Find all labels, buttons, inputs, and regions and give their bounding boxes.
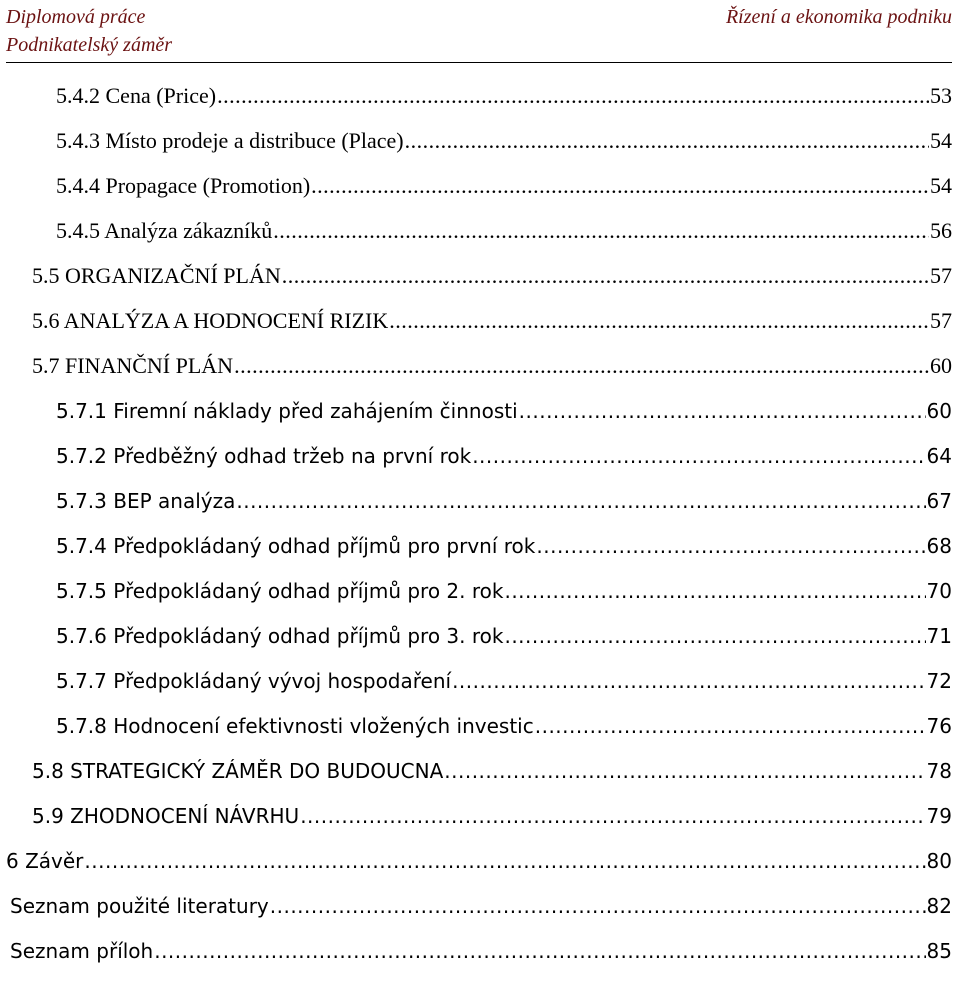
toc-entry-page: 54 <box>930 128 952 153</box>
toc-dot-leader <box>389 301 929 341</box>
toc-entry-5-7-3[interactable] <box>56 481 952 521</box>
toc-entry-page: 71 <box>926 624 952 648</box>
toc-entry-label: 5.7.5 Předpokládaný odhad příjmů pro 2. rok <box>56 579 504 603</box>
toc-entry-page: 76 <box>926 714 952 738</box>
toc-entry-label: 5.7 FINANČNÍ PLÁN <box>32 353 234 378</box>
toc-entry-page: 72 <box>926 669 952 693</box>
toc-entry-5-7-8[interactable] <box>56 706 952 746</box>
toc-entry-label: 5.6 ANALÝZA A HODNOCENÍ RIZIK <box>32 308 389 333</box>
toc-dot-leader <box>217 76 929 116</box>
toc-dot-leader <box>504 616 925 656</box>
toc-dot-leader <box>504 571 925 611</box>
toc-entry-label: 5.4.4 Propagace (Promotion) <box>56 173 311 198</box>
toc-entry-label: 5.7.7 Předpokládaný vývoj hospodaření <box>56 669 452 693</box>
toc-dot-leader <box>452 661 925 701</box>
toc-entry-label: 5.5 ORGANIZAČNÍ PLÁN <box>32 263 281 288</box>
toc-entry-5-4-4[interactable] <box>56 166 952 206</box>
toc-entry-page: 80 <box>926 849 952 873</box>
toc-entry-page: 56 <box>930 218 952 243</box>
toc-entry-5-6[interactable] <box>32 301 952 341</box>
toc-entry-5-7-2[interactable] <box>56 436 952 476</box>
toc-entry-page: 54 <box>930 173 952 198</box>
toc-entry-5-4-5[interactable] <box>56 211 952 251</box>
toc-dot-leader <box>300 796 925 836</box>
toc-entry-label: 5.7.2 Předběžný odhad tržeb na první rok <box>56 444 472 468</box>
toc-entry-page: 57 <box>930 308 952 333</box>
toc-entry-5-7-1[interactable] <box>56 391 952 431</box>
toc-entry-page: 67 <box>926 489 952 513</box>
toc-dot-leader <box>282 256 929 296</box>
toc-entry-label: 6 Závěr <box>6 849 84 873</box>
toc-entry-5-7-7[interactable] <box>56 661 952 701</box>
toc-entry-page: 57 <box>930 263 952 288</box>
toc-entry-label: 5.7.6 Předpokládaný odhad příjmů pro 3. rok <box>56 624 504 648</box>
toc-dot-leader <box>472 436 925 476</box>
toc-entry-5-4-2[interactable] <box>56 76 952 116</box>
toc-entry-label: 5.7.8 Hodnocení efektivnosti vložených investic <box>56 714 534 738</box>
toc-dot-leader <box>236 481 925 521</box>
toc-entry-label: 5.8 STRATEGICKÝ ZÁMĚR DO BUDOUCNA <box>32 759 444 783</box>
toc-dot-leader <box>311 166 929 206</box>
toc-dot-leader <box>535 706 926 746</box>
toc-dot-leader <box>536 526 925 566</box>
toc-entry-label: 5.9 ZHODNOCENÍ NÁVRHU <box>32 804 300 828</box>
toc-entry-page: 85 <box>926 939 952 963</box>
toc-entry-label: 5.4.5 Analýza zákazníků <box>56 218 273 243</box>
header-thesis-topic: Podnikatelský záměr <box>6 34 173 56</box>
header-left <box>6 3 172 59</box>
toc-entry-5-7[interactable] <box>32 346 952 386</box>
table-of-contents <box>0 76 960 994</box>
toc-entry-5-7-5[interactable] <box>56 571 952 611</box>
header-field-of-study: Řízení a ekonomika podniku <box>725 6 952 28</box>
toc-entry-page: 79 <box>926 804 952 828</box>
toc-entry-label: 5.4.3 Místo prodeje a distribuce (Place) <box>56 128 404 153</box>
toc-dot-leader <box>273 211 929 251</box>
toc-dot-leader <box>154 931 925 971</box>
toc-entry-page: 53 <box>930 83 952 108</box>
toc-entry-page: 68 <box>926 534 952 558</box>
toc-entry-appendices[interactable] <box>10 931 952 971</box>
toc-entry-6[interactable] <box>6 841 952 881</box>
toc-entry-page: 60 <box>926 399 952 423</box>
toc-entry-page: 60 <box>930 353 952 378</box>
header-thesis-type: Diplomová práce <box>6 6 146 28</box>
toc-dot-leader <box>270 886 926 926</box>
toc-entry-5-7-4[interactable] <box>56 526 952 566</box>
toc-entry-label: 5.7.1 Firemní náklady před zahájením činnosti <box>56 399 518 423</box>
toc-entry-page: 82 <box>926 894 952 918</box>
toc-entry-page: 64 <box>926 444 952 468</box>
toc-entry-references[interactable] <box>10 886 952 926</box>
page-header <box>6 0 952 63</box>
toc-entry-5-7-6[interactable] <box>56 616 952 656</box>
toc-dot-leader <box>444 751 925 791</box>
toc-entry-label: 5.7.3 BEP analýza <box>56 489 236 513</box>
toc-entry-page: 70 <box>926 579 952 603</box>
toc-entry-label: 5.7.4 Předpokládaný odhad příjmů pro první rok <box>56 534 536 558</box>
toc-entry-label: 5.4.2 Cena (Price) <box>56 83 217 108</box>
toc-dot-leader <box>84 841 925 881</box>
toc-entry-5-8[interactable] <box>32 751 952 791</box>
toc-entry-5-9[interactable] <box>32 796 952 836</box>
toc-entry-5-5[interactable] <box>32 256 952 296</box>
toc-entry-5-4-3[interactable] <box>56 121 952 161</box>
toc-entry-label: Seznam příloh <box>10 939 154 963</box>
toc-dot-leader <box>519 391 926 431</box>
toc-entry-page: 78 <box>926 759 952 783</box>
toc-dot-leader <box>234 346 929 386</box>
toc-entry-label: Seznam použité literatury <box>10 894 269 918</box>
toc-dot-leader <box>405 121 929 161</box>
